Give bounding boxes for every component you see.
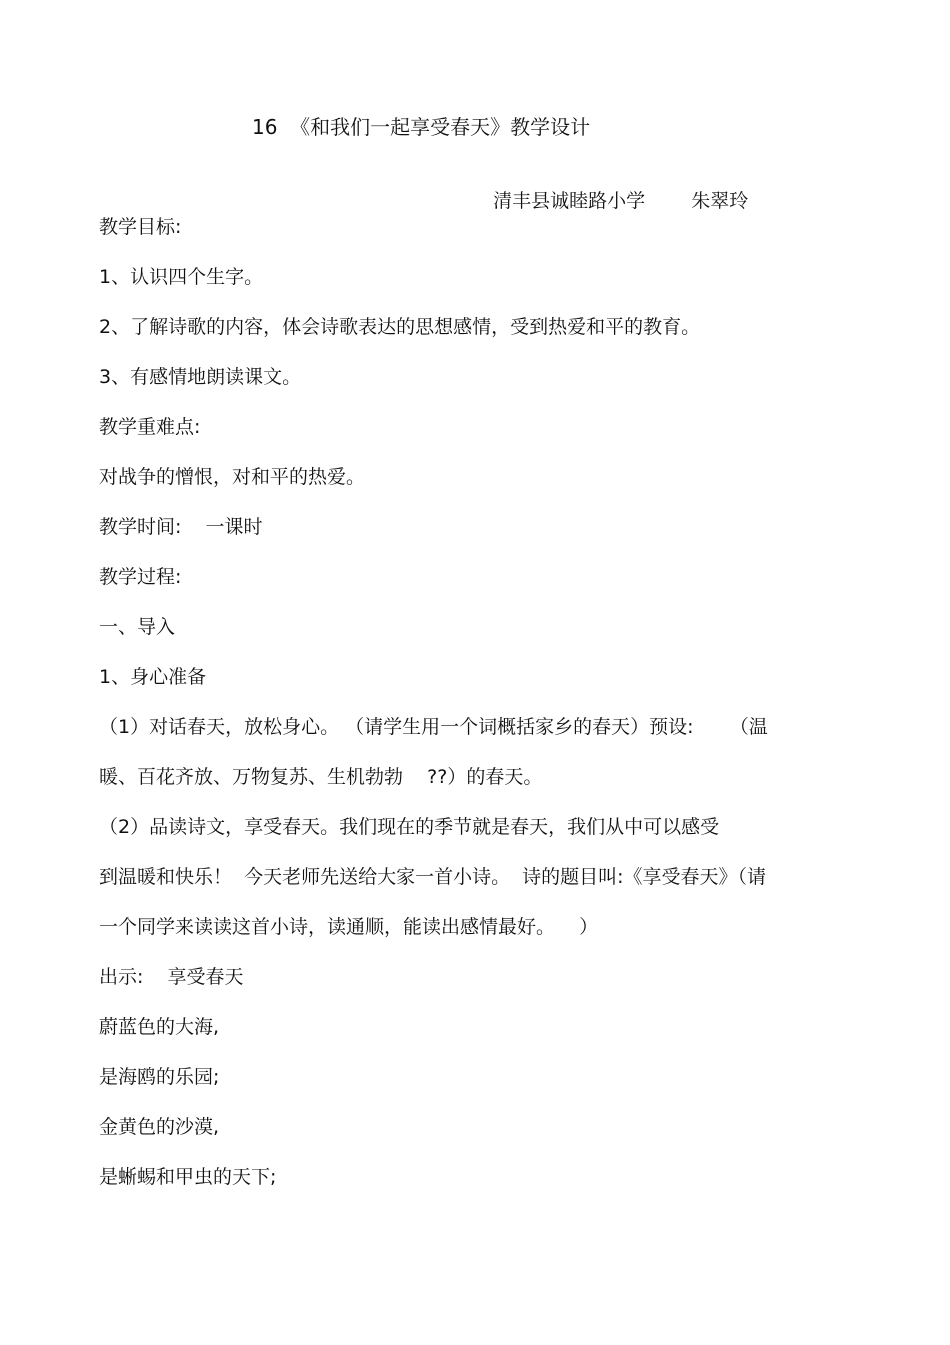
author-school: 清丰县诚睦路小学	[493, 190, 646, 212]
paragraph-line: 暖、百花齐放、万物复苏、生机勃勃 ??）的春天。	[99, 766, 543, 788]
author-line	[469, 165, 748, 237]
goal-item-1: 1、认识四个生字。	[99, 266, 264, 288]
heading-teaching-process: 教学过程:	[99, 566, 182, 588]
poem-line: 是蜥蜴和甲虫的天下;	[99, 1166, 277, 1188]
step-preparation: 1、身心准备	[99, 666, 207, 688]
heading-key-points: 教学重难点:	[99, 416, 201, 438]
poem-heading: 出示: 享受春天	[99, 966, 244, 988]
section-introduction: 一、导入	[99, 616, 176, 638]
poem-line: 金黄色的沙漠,	[99, 1116, 220, 1138]
paragraph-line: （1）对话春天，放松身心。 （请学生用一个词概括家乡的春天）预设: （温	[99, 716, 768, 738]
goal-item-3: 3、有感情地朗读课文。	[99, 366, 302, 388]
paragraph-line: 一个同学来读读这首小诗，读通顺，能读出感情最好。 ）	[99, 916, 599, 938]
key-points-text: 对战争的憎恨，对和平的热爱。	[99, 466, 366, 488]
paragraph-line: 到温暖和快乐！ 今天老师先送给大家一首小诗。 诗的题目叫:《享受春天》（请	[99, 866, 767, 888]
goal-item-2: 2、了解诗歌的内容，体会诗歌表达的思想感情，受到热爱和平的教育。	[99, 316, 701, 338]
poem-line: 蔚蓝色的大海,	[99, 1016, 220, 1038]
paragraph-line: （2）品读诗文，享受春天。我们现在的季节就是春天，我们从中可以感受	[99, 816, 720, 838]
document-title: 16 《和我们一起享受春天》教学设计	[252, 115, 591, 139]
heading-teaching-goals: 教学目标:	[99, 216, 182, 238]
author-name: 朱翠玲	[691, 190, 749, 212]
poem-line: 是海鸥的乐园;	[99, 1066, 220, 1088]
teaching-time: 教学时间: 一课时	[99, 516, 263, 538]
